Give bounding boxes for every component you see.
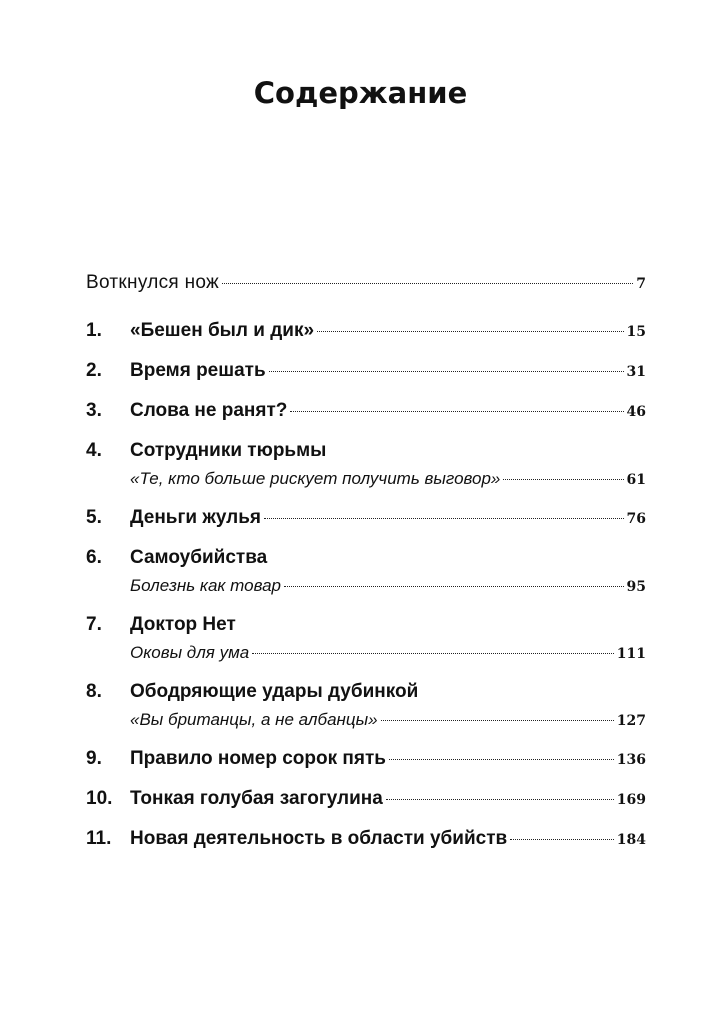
chapter-title: Сотрудники тюрьмы	[130, 440, 327, 461]
toc-entry-chapter[interactable]	[86, 681, 646, 730]
chapter-page-number: 15	[626, 324, 646, 340]
chapter-number: 7.	[86, 614, 102, 635]
dot-leader	[386, 799, 614, 800]
chapter-page-number: 61	[626, 472, 646, 488]
chapter-page-number: 111	[616, 646, 646, 662]
chapter-title: Правило номер сорок пять	[130, 748, 386, 769]
chapter-subtitle: «Вы британцы, а не албанцы»	[130, 710, 378, 729]
chapter-list	[86, 320, 646, 850]
toc-entry-chapter[interactable]	[86, 320, 646, 342]
chapter-page-number: 95	[626, 579, 646, 595]
chapter-page-number: 136	[616, 752, 646, 768]
intro-title: Воткнулся нож	[86, 272, 220, 293]
dot-leader	[317, 331, 623, 332]
chapter-number: 6.	[86, 547, 102, 568]
chapter-page-number: 184	[616, 832, 646, 848]
chapter-number: 2.	[86, 360, 102, 381]
chapter-number: 8.	[86, 681, 102, 702]
dot-leader	[252, 653, 614, 654]
chapter-number: 10.	[86, 788, 113, 809]
chapter-title: Слова не ранят?	[130, 400, 288, 421]
chapter-title: Доктор Нет	[130, 614, 236, 635]
chapter-page-number: 76	[626, 511, 646, 527]
toc-entry-chapter[interactable]	[86, 440, 646, 489]
toc-entry-chapter[interactable]	[86, 828, 646, 850]
toc-entry-chapter[interactable]	[86, 400, 646, 422]
chapter-title: Самоубийства	[130, 547, 268, 568]
table-of-contents	[86, 272, 646, 868]
dot-leader	[389, 759, 614, 760]
chapter-number: 1.	[86, 320, 102, 341]
chapter-title: Новая деятельность в области убийств	[130, 828, 508, 849]
dot-leader	[264, 518, 624, 519]
chapter-page-number: 127	[616, 713, 646, 729]
page-title: Содержание	[253, 76, 468, 110]
toc-entry-chapter[interactable]	[86, 788, 646, 810]
dot-leader	[510, 839, 614, 840]
toc-entry-chapter[interactable]	[86, 360, 646, 382]
intro-page-number: 7	[636, 276, 646, 292]
chapter-number: 9.	[86, 748, 102, 769]
dot-leader	[284, 586, 624, 587]
dot-leader	[290, 411, 623, 412]
toc-entry-chapter[interactable]	[86, 748, 646, 770]
chapter-page-number: 169	[616, 792, 646, 808]
dot-leader	[222, 283, 633, 284]
chapter-title: Тонкая голубая загогулина	[130, 788, 383, 809]
toc-entry-intro[interactable]	[86, 272, 646, 294]
dot-leader	[269, 371, 624, 372]
toc-entry-chapter[interactable]	[86, 507, 646, 529]
toc-entry-chapter[interactable]	[86, 547, 646, 596]
chapter-page-number: 46	[626, 404, 646, 420]
chapter-number: 11.	[86, 828, 112, 849]
chapter-number: 3.	[86, 400, 102, 421]
dot-leader	[503, 479, 623, 480]
chapter-subtitle: Оковы для ума	[130, 643, 250, 662]
chapter-subtitle: Болезнь как товар	[130, 576, 281, 595]
chapter-subtitle: «Те, кто больше рискует получить выговор»	[130, 469, 501, 488]
chapter-title: Деньги жулья	[130, 507, 261, 528]
chapter-number: 4.	[86, 440, 102, 461]
toc-entry-chapter[interactable]	[86, 614, 646, 663]
chapter-title: Время решать	[130, 360, 266, 381]
chapter-page-number: 31	[626, 364, 646, 380]
dot-leader	[381, 720, 614, 721]
chapter-number: 5.	[86, 507, 102, 528]
chapter-title: «Бешен был и дик»	[130, 320, 315, 341]
chapter-title: Ободряющие удары дубинкой	[130, 681, 419, 702]
